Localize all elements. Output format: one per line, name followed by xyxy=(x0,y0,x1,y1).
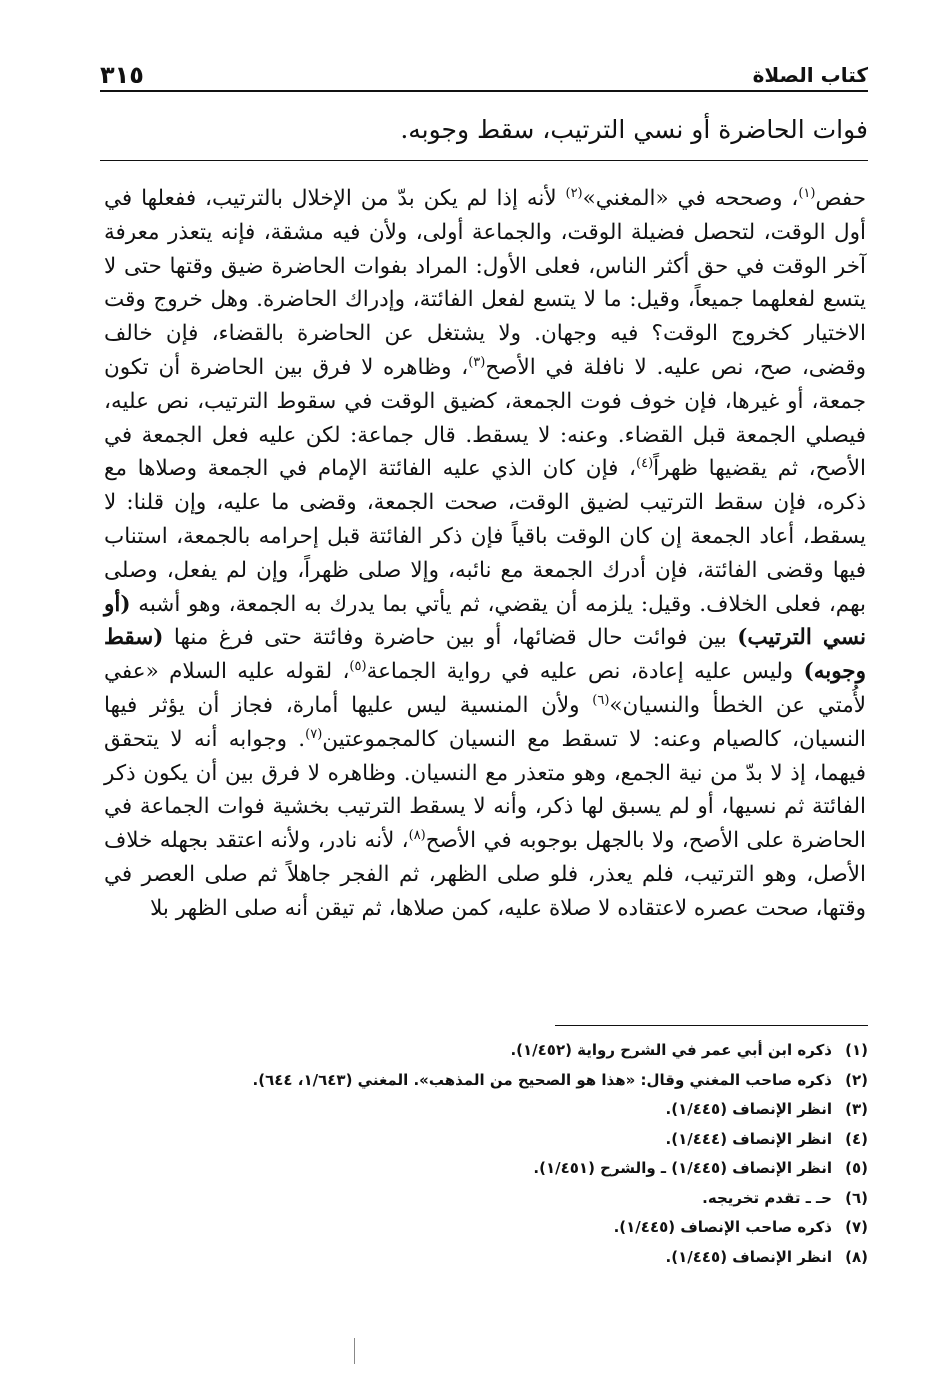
footnote-text: انظر الإنصاف (١/٤٤٥). xyxy=(665,1100,832,1118)
footnote-number: (١) xyxy=(845,1041,868,1059)
commentary-text: ، وظاهره لا فرق بين الحاضرة أن تكون جمعة، أو غيرها، فإن خوف فوت الجمعة، كضيق الوقت في سقوط الترتيب، نص عليه، فيصلي الجمعة قبل القضاء. وعنه: لا يسقط. قال جماعة: لكن عليه فعل الجمعة في الأصح، ثم يقضيها ظهراً xyxy=(104,354,866,482)
footnote xyxy=(88,1213,868,1243)
commentary-text: ، لقوله عليه السلام «عفي لأُمتي عن الخطأ والنسيان» xyxy=(104,659,866,718)
footnote-ref[interactable]: (٨) xyxy=(408,827,426,843)
footnote xyxy=(88,1154,868,1184)
commentary-body xyxy=(104,182,866,926)
commentary-text: ، فإن كان الذي عليه الفائتة الإمام في الجمعة وصلاها مع ذكره، فإن سقط الترتيب لضيق الوقت، صحت الجمعة، وقضى ما عليه، وإن قلنا: لا يسقط، أعاد الجمعة إن كان الوقت باقياً فإن ذكر الفائتة قبل إحرامه بالجمعة، استناب فيها وقضى الفائتة، فإن أدرك الجمعة مع نائبه، وإلا صلى ظهراً، وإن لم يفعل، وصلى بهم، فعلى الخلاف. وقيل: يلزمه أن يقضي، ثم يأتي بما يدرك به الجمعة، وهو أشبه xyxy=(104,456,866,617)
footnote-text: انظر الإنصاف (١/٤٤٥). xyxy=(665,1247,832,1266)
footnote-ref[interactable]: (٤) xyxy=(636,456,654,472)
footnote-ref[interactable]: (٣) xyxy=(468,354,486,370)
running-header xyxy=(100,56,868,92)
footnote xyxy=(88,1095,868,1125)
footnote-ref[interactable]: (٦) xyxy=(592,692,610,708)
footnote-ref[interactable]: (١) xyxy=(798,185,816,201)
footnote-number: (٧) xyxy=(845,1218,868,1236)
footnote-text: انظر الإنصاف (١/٤٤٤). xyxy=(665,1129,832,1148)
footnote xyxy=(88,1125,868,1155)
footnote-number: (٥) xyxy=(845,1159,868,1177)
footnotes xyxy=(88,1036,868,1272)
footnote-divider xyxy=(555,1025,868,1026)
footnote-text: ذكره ابن أبي عمر في الشرح رواية (١/٤٥٢). xyxy=(510,1041,832,1059)
footnote-text: ذكره صاحب الإنصاف (١/٤٤٥). xyxy=(613,1218,832,1236)
footnote-number: (٨) xyxy=(845,1247,868,1266)
footnote-text: ذكره صاحب المغني وقال: «هذا هو الصحيح من المذهب». المغني (١/٦٤٣، ٦٤٤). xyxy=(252,1070,832,1089)
footnote xyxy=(88,1036,868,1066)
footnote-ref[interactable]: (٧) xyxy=(305,726,323,742)
commentary-text: بين فوائت حال قضائها، أو بين حاضرة وفائتة حتى فرغ منها xyxy=(163,625,738,651)
page-number: ٣١٥ xyxy=(100,61,144,89)
commentary-text: ، وصححه في «المغني» xyxy=(582,186,799,211)
footnote-number: (٦) xyxy=(845,1188,868,1207)
footnote-number: (٣) xyxy=(845,1100,868,1118)
matn-quote: (أو نسي الترتيب) xyxy=(104,591,866,651)
commentary-text: حفص xyxy=(815,186,866,211)
commentary-text: ولأن المنسية ليس عليها أمارة، فجاز أن يؤثر فيها النسيان، كالصيام وعنه: لا تسقط مع النسيان كالمجموعتين xyxy=(104,692,867,752)
matn-text: فوات الحاضرة أو نسي الترتيب، سقط وجوبه. xyxy=(400,115,868,144)
footnote-text: حـ ـ تقدم تخريجه. xyxy=(702,1188,832,1207)
commentary-paragraph xyxy=(104,182,866,926)
footnote xyxy=(88,1243,868,1273)
footnote xyxy=(88,1066,868,1096)
matn-divider xyxy=(100,160,868,161)
footnote-number: (٢) xyxy=(845,1070,868,1089)
commentary-text: ، لأنه نادر، ولأنه اعتقد بجهله خلاف الأصل، وهو الترتيب، فلم يعذر، فلو صلى الظهر، ثم الفجر جاهلاً ثم صلى العصر في وقتها، صحت عصره لاعتقاده لا صلاة عليه، كمن صلاها، ثم تيقن أنه صلى الظهر بلا xyxy=(104,828,866,921)
commentary-text: وليس عليه إعادة، نص عليه في رواية الجماعة xyxy=(366,659,804,685)
footnote-ref[interactable]: (٢) xyxy=(565,185,583,201)
footnote-ref[interactable]: (٥) xyxy=(349,659,367,674)
matn-quote: (سقط وجوبه) xyxy=(104,625,866,685)
scan-mark xyxy=(354,1338,355,1364)
footnote-text: انظر الإنصاف (١/٤٤٥) ـ والشرح (١/٤٥١). xyxy=(533,1159,832,1177)
commentary-text: . وجوابه أنه لا يتحقق فيهما، إذ لا بدّ من نية الجمع، وهو متعذر مع النسيان. وظاهره لا فرق بين أن يكون ذكر الفائتة ثم نسيها، أو لم يسبق لها ذكر، وأنه لا يسقط الترتيب بخشية فوات الجماعة في الحاضرة على الأصح، ولا بالجهل بوجوبه في الأصح xyxy=(104,726,867,854)
footnote xyxy=(88,1184,868,1214)
footnote-number: (٤) xyxy=(845,1129,868,1148)
commentary-text: لأنه إذا لم يكن بدّ من الإخلال بالترتيب، ففعلها في أول الوقت، لتحصل فضيلة الوقت، والجماعة أولى، ولأن فيه مشقة، فإنه يتعذر معرفة آخر الوقت في حق أكثر الناس، فعلى الأول: المراد بفوات الحاضرة ضيق وقتها حتى لا يتسع لفعلهما جميعاً، وقيل: ما لا يتسع لفعل الفائتة، وإدراك الحاضرة. وهل خروج وقت الاختيار كخروج الوقت؟ فيه وجهان. ولا يشتغل عن الحاضرة بالقضاء، فإن خالف وقضى، صح، نص عليه. لا نافلة في الأصح xyxy=(104,186,866,380)
running-title: كتاب الصلاة xyxy=(752,63,868,87)
